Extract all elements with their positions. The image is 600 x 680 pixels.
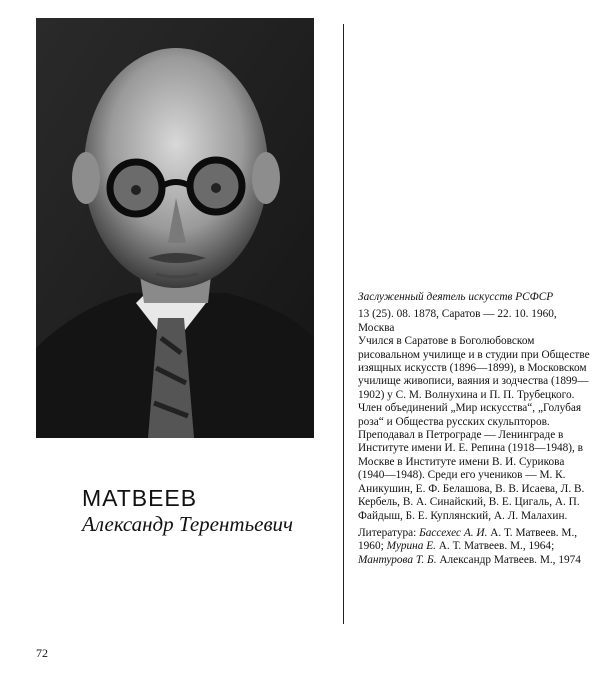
artist-given-name: Александр Терентьевич: [82, 512, 294, 536]
literature-text: Александр Матвеев. М., 1974: [436, 553, 581, 566]
literature-text: А. Т. Матвеев. М., 1964;: [435, 540, 555, 553]
portrait-photo: [36, 18, 314, 438]
biography: [358, 291, 590, 567]
literature-list: [358, 527, 590, 567]
life-dates: 13 (25). 08. 1878, Саратов — 22. 10. 1960, Москва: [358, 308, 557, 334]
column-divider: [343, 24, 344, 624]
biography-text: Учился в Саратове в Боголюбовском рисовальном училище и в студии при Обществе изящных искусств (1896—1899), в Московском училище живописи, ваяния и зодчества (1899—1902) у С. М. Волнухина и П. П. Трубецкого. Член объединений „Мир искусства“, „Голубая роза“ и Общества русских скульпторов. Преподавал в Петрограде — Ленинграде в Институте имени И. Е. Репина (1918—1948), в Москве в Институте имени В. И. Сурикова (1940—1948). Среди его учеников — М. К. Аникушин, Е. Ф. Белашова, В. В. Исаева, Л. В. Кербель, В. А. Синайский, В. Е. Цигаль, А. П. Файдыш, Б. Е. Куплянский, А. Л. Малахин.: [358, 335, 590, 522]
literature-author: Бассехес А. И.: [419, 526, 488, 539]
literature-author: Мурина Е.: [386, 540, 436, 553]
literature-text: Литература:: [358, 526, 420, 539]
page-number: 72: [36, 646, 48, 660]
literature-author: Мантурова Т. Б.: [358, 553, 437, 566]
artist-surname: МАТВЕЕВ: [82, 485, 198, 511]
artist-name-block: [82, 485, 293, 537]
honorary-title: Заслуженный деятель искусств РСФСР: [358, 291, 554, 303]
literature-text: А. Т. Матвеев. М., 1960;: [358, 526, 578, 553]
